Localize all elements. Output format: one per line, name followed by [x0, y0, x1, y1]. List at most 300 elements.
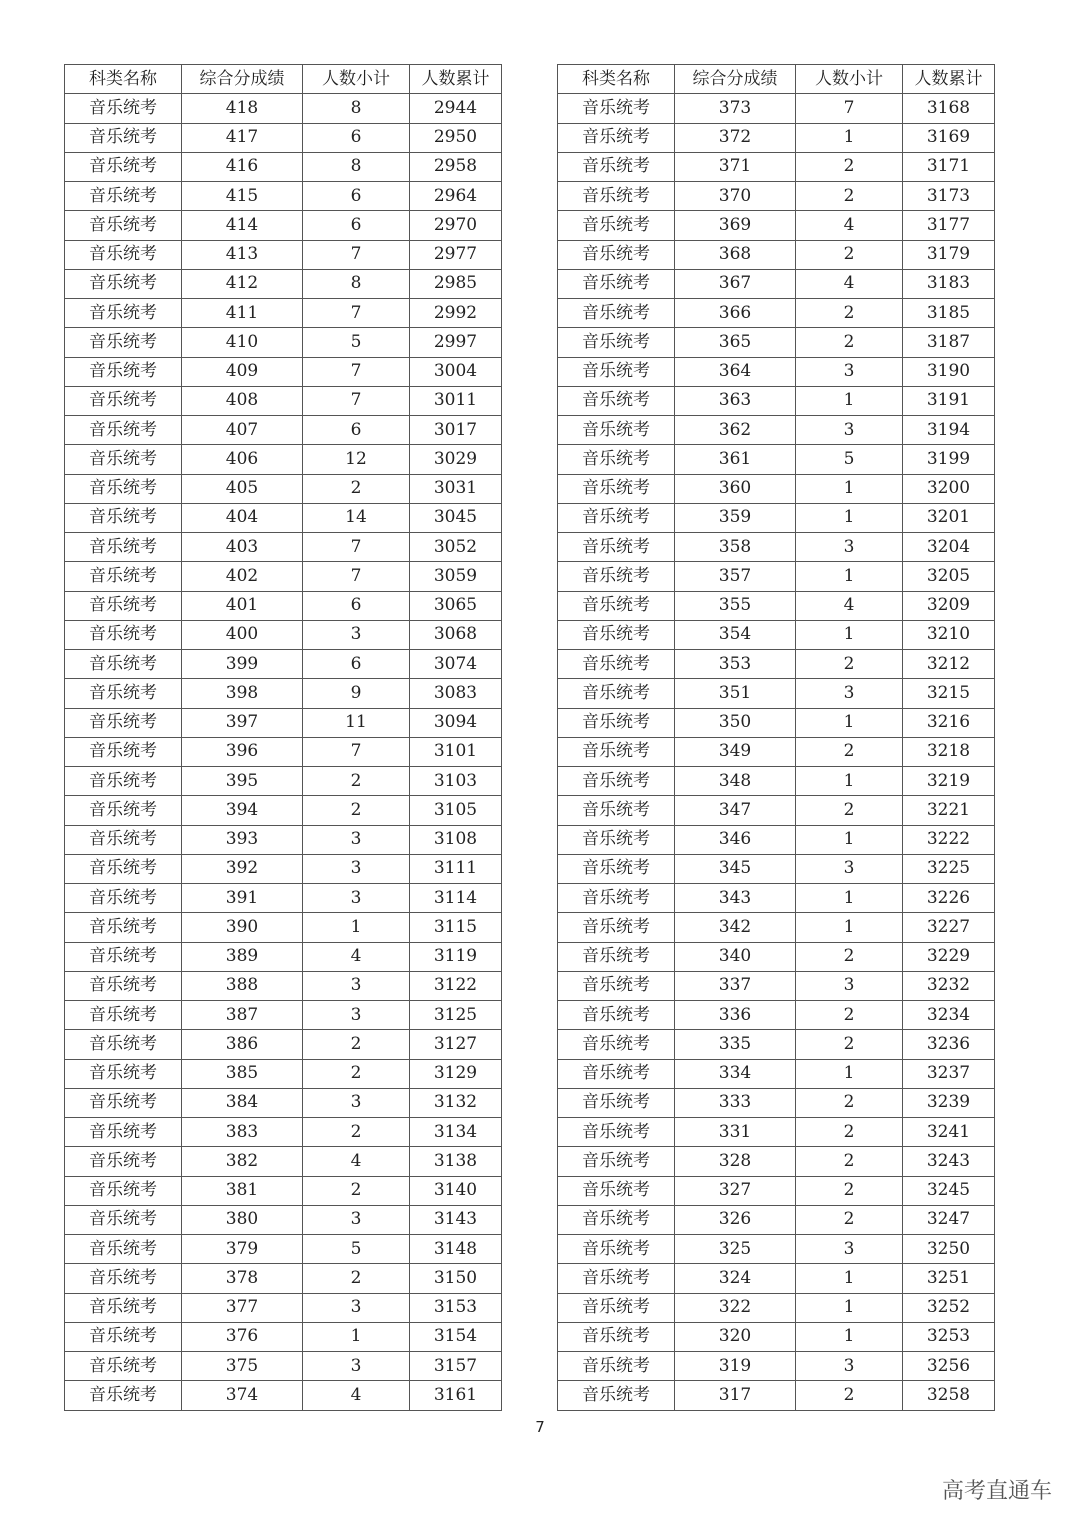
count-cell: 3	[796, 679, 903, 708]
count-cell: 1	[796, 1322, 903, 1351]
score-cell: 350	[675, 708, 796, 737]
score-cell: 365	[675, 328, 796, 357]
cumulative-cell: 3108	[410, 825, 502, 854]
score-cell: 393	[182, 825, 303, 854]
count-cell: 3	[796, 357, 903, 386]
category-cell: 音乐统考	[558, 825, 675, 854]
cumulative-cell: 3105	[410, 796, 502, 825]
category-cell: 音乐统考	[558, 767, 675, 796]
count-cell: 3	[303, 1352, 410, 1381]
category-cell: 音乐统考	[65, 591, 182, 620]
table-row	[65, 1381, 502, 1410]
cumulative-cell: 3241	[903, 1118, 995, 1147]
score-cell: 392	[182, 854, 303, 883]
table-row	[65, 1264, 502, 1293]
category-cell: 音乐统考	[65, 1088, 182, 1117]
table-row	[558, 767, 995, 796]
category-cell: 音乐统考	[558, 1001, 675, 1030]
score-cell: 368	[675, 240, 796, 269]
score-cell: 381	[182, 1176, 303, 1205]
count-cell: 3	[796, 416, 903, 445]
category-cell: 音乐统考	[558, 386, 675, 415]
count-cell: 8	[303, 269, 410, 298]
count-cell: 7	[303, 299, 410, 328]
table-row	[65, 1030, 502, 1059]
table-row	[65, 650, 502, 679]
cumulative-cell: 2985	[410, 269, 502, 298]
score-cell: 372	[675, 123, 796, 152]
cumulative-cell: 3226	[903, 884, 995, 913]
table-body	[65, 94, 502, 1410]
cumulative-cell: 2992	[410, 299, 502, 328]
category-cell: 音乐统考	[558, 708, 675, 737]
count-cell: 2	[796, 1088, 903, 1117]
count-cell: 7	[303, 240, 410, 269]
score-cell: 398	[182, 679, 303, 708]
count-cell: 2	[303, 796, 410, 825]
count-cell: 1	[796, 913, 903, 942]
category-cell: 音乐统考	[65, 1352, 182, 1381]
table-row	[65, 825, 502, 854]
score-cell: 333	[675, 1088, 796, 1117]
count-cell: 1	[796, 620, 903, 649]
cumulative-cell: 2997	[410, 328, 502, 357]
count-cell: 8	[303, 94, 410, 123]
score-cell: 331	[675, 1118, 796, 1147]
score-cell: 346	[675, 825, 796, 854]
cumulative-cell: 3190	[903, 357, 995, 386]
table-row	[65, 357, 502, 386]
score-cell: 361	[675, 445, 796, 474]
cumulative-cell: 3252	[903, 1293, 995, 1322]
table-row	[558, 123, 995, 152]
table-row	[558, 1235, 995, 1264]
score-cell: 417	[182, 123, 303, 152]
count-cell: 3	[303, 1293, 410, 1322]
category-cell: 音乐统考	[65, 533, 182, 562]
count-cell: 1	[796, 884, 903, 913]
score-cell: 383	[182, 1118, 303, 1147]
table-row	[558, 650, 995, 679]
cumulative-cell: 3212	[903, 650, 995, 679]
category-cell: 音乐统考	[65, 386, 182, 415]
count-cell: 2	[796, 152, 903, 181]
score-cell: 345	[675, 854, 796, 883]
cumulative-cell: 3222	[903, 825, 995, 854]
table-row	[558, 913, 995, 942]
count-cell: 5	[303, 1235, 410, 1264]
column-header: 人数小计	[303, 65, 410, 94]
score-cell: 340	[675, 942, 796, 971]
table-row	[558, 1264, 995, 1293]
count-cell: 1	[796, 767, 903, 796]
score-cell: 317	[675, 1381, 796, 1410]
category-cell: 音乐统考	[65, 884, 182, 913]
cumulative-cell: 3132	[410, 1088, 502, 1117]
count-cell: 2	[303, 1059, 410, 1088]
cumulative-cell: 3187	[903, 328, 995, 357]
score-cell: 335	[675, 1030, 796, 1059]
table-row	[65, 152, 502, 181]
table-row	[558, 533, 995, 562]
category-cell: 音乐统考	[558, 328, 675, 357]
count-cell: 5	[796, 445, 903, 474]
table-row	[558, 620, 995, 649]
score-cell: 364	[675, 357, 796, 386]
count-cell: 7	[303, 562, 410, 591]
score-cell: 404	[182, 503, 303, 532]
cumulative-cell: 3183	[903, 269, 995, 298]
category-cell: 音乐统考	[558, 1293, 675, 1322]
score-cell: 380	[182, 1205, 303, 1234]
cumulative-cell: 3237	[903, 1059, 995, 1088]
cumulative-cell: 3227	[903, 913, 995, 942]
category-cell: 音乐统考	[65, 123, 182, 152]
cumulative-cell: 3205	[903, 562, 995, 591]
cumulative-cell: 3218	[903, 737, 995, 766]
table-row	[65, 737, 502, 766]
score-cell: 371	[675, 152, 796, 181]
cumulative-cell: 3225	[903, 854, 995, 883]
table-row	[558, 445, 995, 474]
cumulative-cell: 3115	[410, 913, 502, 942]
count-cell: 7	[303, 386, 410, 415]
score-cell: 366	[675, 299, 796, 328]
score-cell: 347	[675, 796, 796, 825]
cumulative-cell: 3029	[410, 445, 502, 474]
score-cell: 322	[675, 1293, 796, 1322]
cumulative-cell: 3111	[410, 854, 502, 883]
cumulative-cell: 3059	[410, 562, 502, 591]
score-cell: 382	[182, 1147, 303, 1176]
category-cell: 音乐统考	[65, 796, 182, 825]
score-cell: 326	[675, 1205, 796, 1234]
table-row	[65, 913, 502, 942]
table-row	[65, 679, 502, 708]
table-row	[65, 854, 502, 883]
score-cell: 363	[675, 386, 796, 415]
score-cell: 418	[182, 94, 303, 123]
count-cell: 3	[796, 533, 903, 562]
count-cell: 1	[796, 474, 903, 503]
category-cell: 音乐统考	[558, 620, 675, 649]
category-cell: 音乐统考	[65, 240, 182, 269]
score-cell: 410	[182, 328, 303, 357]
count-cell: 3	[796, 1235, 903, 1264]
column-header: 综合分成绩	[675, 65, 796, 94]
cumulative-cell: 3256	[903, 1352, 995, 1381]
category-cell: 音乐统考	[558, 211, 675, 240]
table-row	[558, 884, 995, 913]
category-cell: 音乐统考	[65, 767, 182, 796]
cumulative-cell: 3101	[410, 737, 502, 766]
count-cell: 6	[303, 123, 410, 152]
cumulative-cell: 3234	[903, 1001, 995, 1030]
score-cell: 412	[182, 269, 303, 298]
table-row	[558, 299, 995, 328]
cumulative-cell: 3004	[410, 357, 502, 386]
cumulative-cell: 3138	[410, 1147, 502, 1176]
count-cell: 7	[303, 737, 410, 766]
table-row	[558, 1059, 995, 1088]
category-cell: 音乐统考	[558, 299, 675, 328]
category-cell: 音乐统考	[65, 971, 182, 1000]
category-cell: 音乐统考	[65, 854, 182, 883]
score-cell: 370	[675, 182, 796, 211]
count-cell: 3	[796, 854, 903, 883]
score-cell: 389	[182, 942, 303, 971]
score-cell: 337	[675, 971, 796, 1000]
cumulative-cell: 3221	[903, 796, 995, 825]
category-cell: 音乐统考	[65, 1176, 182, 1205]
table-row	[65, 796, 502, 825]
cumulative-cell: 3243	[903, 1147, 995, 1176]
score-cell: 411	[182, 299, 303, 328]
score-cell: 374	[182, 1381, 303, 1410]
category-cell: 音乐统考	[65, 474, 182, 503]
category-cell: 音乐统考	[65, 825, 182, 854]
score-table-right	[557, 64, 995, 1411]
table-row	[65, 240, 502, 269]
category-cell: 音乐统考	[65, 1293, 182, 1322]
category-cell: 音乐统考	[65, 94, 182, 123]
cumulative-cell: 3125	[410, 1001, 502, 1030]
score-cell: 399	[182, 650, 303, 679]
count-cell: 1	[303, 1322, 410, 1351]
category-cell: 音乐统考	[65, 1322, 182, 1351]
table-row	[558, 854, 995, 883]
score-cell: 367	[675, 269, 796, 298]
count-cell: 2	[303, 1264, 410, 1293]
cumulative-cell: 3150	[410, 1264, 502, 1293]
count-cell: 2	[796, 1176, 903, 1205]
table-row	[558, 503, 995, 532]
table-row	[65, 474, 502, 503]
score-cell: 373	[675, 94, 796, 123]
count-cell: 2	[796, 1001, 903, 1030]
table-row	[65, 533, 502, 562]
table-row	[558, 152, 995, 181]
count-cell: 4	[796, 211, 903, 240]
count-cell: 2	[303, 474, 410, 503]
table-row	[558, 562, 995, 591]
score-cell: 375	[182, 1352, 303, 1381]
cumulative-cell: 3209	[903, 591, 995, 620]
category-cell: 音乐统考	[558, 1088, 675, 1117]
count-cell: 4	[303, 1381, 410, 1410]
cumulative-cell: 3171	[903, 152, 995, 181]
score-cell: 349	[675, 737, 796, 766]
category-cell: 音乐统考	[558, 1147, 675, 1176]
category-cell: 音乐统考	[65, 1205, 182, 1234]
table-row	[65, 416, 502, 445]
score-cell: 402	[182, 562, 303, 591]
table-row	[558, 1001, 995, 1030]
cumulative-cell: 3219	[903, 767, 995, 796]
column-header: 人数累计	[903, 65, 995, 94]
count-cell: 2	[796, 1030, 903, 1059]
cumulative-cell: 3185	[903, 299, 995, 328]
column-header: 人数累计	[410, 65, 502, 94]
category-cell: 音乐统考	[558, 1118, 675, 1147]
table-row	[558, 240, 995, 269]
category-cell: 音乐统考	[558, 1352, 675, 1381]
table-row	[558, 474, 995, 503]
category-cell: 音乐统考	[65, 182, 182, 211]
category-cell: 音乐统考	[558, 182, 675, 211]
count-cell: 1	[796, 1293, 903, 1322]
count-cell: 6	[303, 650, 410, 679]
count-cell: 1	[796, 562, 903, 591]
category-cell: 音乐统考	[558, 123, 675, 152]
table-row	[65, 942, 502, 971]
score-cell: 348	[675, 767, 796, 796]
category-cell: 音乐统考	[65, 299, 182, 328]
category-cell: 音乐统考	[558, 416, 675, 445]
cumulative-cell: 3127	[410, 1030, 502, 1059]
category-cell: 音乐统考	[558, 591, 675, 620]
score-cell: 401	[182, 591, 303, 620]
table-row	[558, 357, 995, 386]
table-row	[65, 1352, 502, 1381]
table-row	[65, 1205, 502, 1234]
score-cell: 406	[182, 445, 303, 474]
category-cell: 音乐统考	[65, 269, 182, 298]
score-cell: 362	[675, 416, 796, 445]
count-cell: 1	[796, 1059, 903, 1088]
category-cell: 音乐统考	[558, 913, 675, 942]
category-cell: 音乐统考	[65, 620, 182, 649]
table-row	[65, 767, 502, 796]
cumulative-cell: 3114	[410, 884, 502, 913]
count-cell: 5	[303, 328, 410, 357]
table-row	[65, 591, 502, 620]
count-cell: 2	[303, 1118, 410, 1147]
score-cell: 391	[182, 884, 303, 913]
score-cell: 394	[182, 796, 303, 825]
category-cell: 音乐统考	[65, 737, 182, 766]
count-cell: 11	[303, 708, 410, 737]
category-cell: 音乐统考	[558, 1235, 675, 1264]
count-cell: 2	[796, 1147, 903, 1176]
category-cell: 音乐统考	[558, 533, 675, 562]
cumulative-cell: 3168	[903, 94, 995, 123]
score-cell: 416	[182, 152, 303, 181]
category-cell: 音乐统考	[65, 562, 182, 591]
table-row	[65, 328, 502, 357]
cumulative-cell: 3204	[903, 533, 995, 562]
cumulative-cell: 3148	[410, 1235, 502, 1264]
score-cell: 405	[182, 474, 303, 503]
cumulative-cell: 3045	[410, 503, 502, 532]
category-cell: 音乐统考	[65, 152, 182, 181]
score-cell: 409	[182, 357, 303, 386]
score-cell: 396	[182, 737, 303, 766]
category-cell: 音乐统考	[558, 94, 675, 123]
category-cell: 音乐统考	[65, 357, 182, 386]
score-cell: 355	[675, 591, 796, 620]
count-cell: 3	[303, 854, 410, 883]
cumulative-cell: 3216	[903, 708, 995, 737]
cumulative-cell: 2944	[410, 94, 502, 123]
watermark-text: 高考直通车	[941, 1479, 1052, 1504]
table-row	[558, 1030, 995, 1059]
category-cell: 音乐统考	[65, 328, 182, 357]
score-cell: 390	[182, 913, 303, 942]
cumulative-cell: 2958	[410, 152, 502, 181]
category-cell: 音乐统考	[558, 445, 675, 474]
category-cell: 音乐统考	[65, 503, 182, 532]
score-cell: 327	[675, 1176, 796, 1205]
cumulative-cell: 3173	[903, 182, 995, 211]
category-cell: 音乐统考	[65, 211, 182, 240]
table-row	[65, 503, 502, 532]
score-cell: 388	[182, 971, 303, 1000]
category-cell: 音乐统考	[65, 1147, 182, 1176]
cumulative-cell: 3239	[903, 1088, 995, 1117]
score-cell: 369	[675, 211, 796, 240]
score-cell: 403	[182, 533, 303, 562]
cumulative-cell: 2977	[410, 240, 502, 269]
count-cell: 1	[796, 825, 903, 854]
category-cell: 音乐统考	[558, 503, 675, 532]
category-cell: 音乐统考	[65, 913, 182, 942]
table-header-row	[65, 65, 502, 94]
table-row	[558, 94, 995, 123]
score-cell: 360	[675, 474, 796, 503]
score-cell: 351	[675, 679, 796, 708]
category-cell: 音乐统考	[558, 474, 675, 503]
table-row	[65, 386, 502, 415]
category-cell: 音乐统考	[558, 1322, 675, 1351]
category-cell: 音乐统考	[558, 1059, 675, 1088]
category-cell: 音乐统考	[65, 1118, 182, 1147]
score-cell: 385	[182, 1059, 303, 1088]
table-row	[558, 1147, 995, 1176]
count-cell: 6	[303, 416, 410, 445]
column-header: 科类名称	[558, 65, 675, 94]
count-cell: 8	[303, 152, 410, 181]
count-cell: 1	[796, 503, 903, 532]
cumulative-cell: 3119	[410, 942, 502, 971]
count-cell: 2	[796, 796, 903, 825]
table-row	[558, 737, 995, 766]
count-cell: 2	[796, 299, 903, 328]
table-row	[65, 1322, 502, 1351]
cumulative-cell: 3083	[410, 679, 502, 708]
category-cell: 音乐统考	[65, 445, 182, 474]
count-cell: 1	[303, 913, 410, 942]
table-row	[65, 445, 502, 474]
score-cell: 342	[675, 913, 796, 942]
cumulative-cell: 3247	[903, 1205, 995, 1234]
category-cell: 音乐统考	[65, 1001, 182, 1030]
table-row	[65, 562, 502, 591]
score-cell: 325	[675, 1235, 796, 1264]
count-cell: 4	[303, 942, 410, 971]
cumulative-cell: 3065	[410, 591, 502, 620]
count-cell: 2	[796, 942, 903, 971]
score-cell: 400	[182, 620, 303, 649]
category-cell: 音乐统考	[65, 1059, 182, 1088]
category-cell: 音乐统考	[65, 1381, 182, 1410]
score-cell: 415	[182, 182, 303, 211]
cumulative-cell: 3161	[410, 1381, 502, 1410]
count-cell: 3	[303, 1088, 410, 1117]
cumulative-cell: 3191	[903, 386, 995, 415]
table-row	[65, 182, 502, 211]
table-row	[65, 269, 502, 298]
